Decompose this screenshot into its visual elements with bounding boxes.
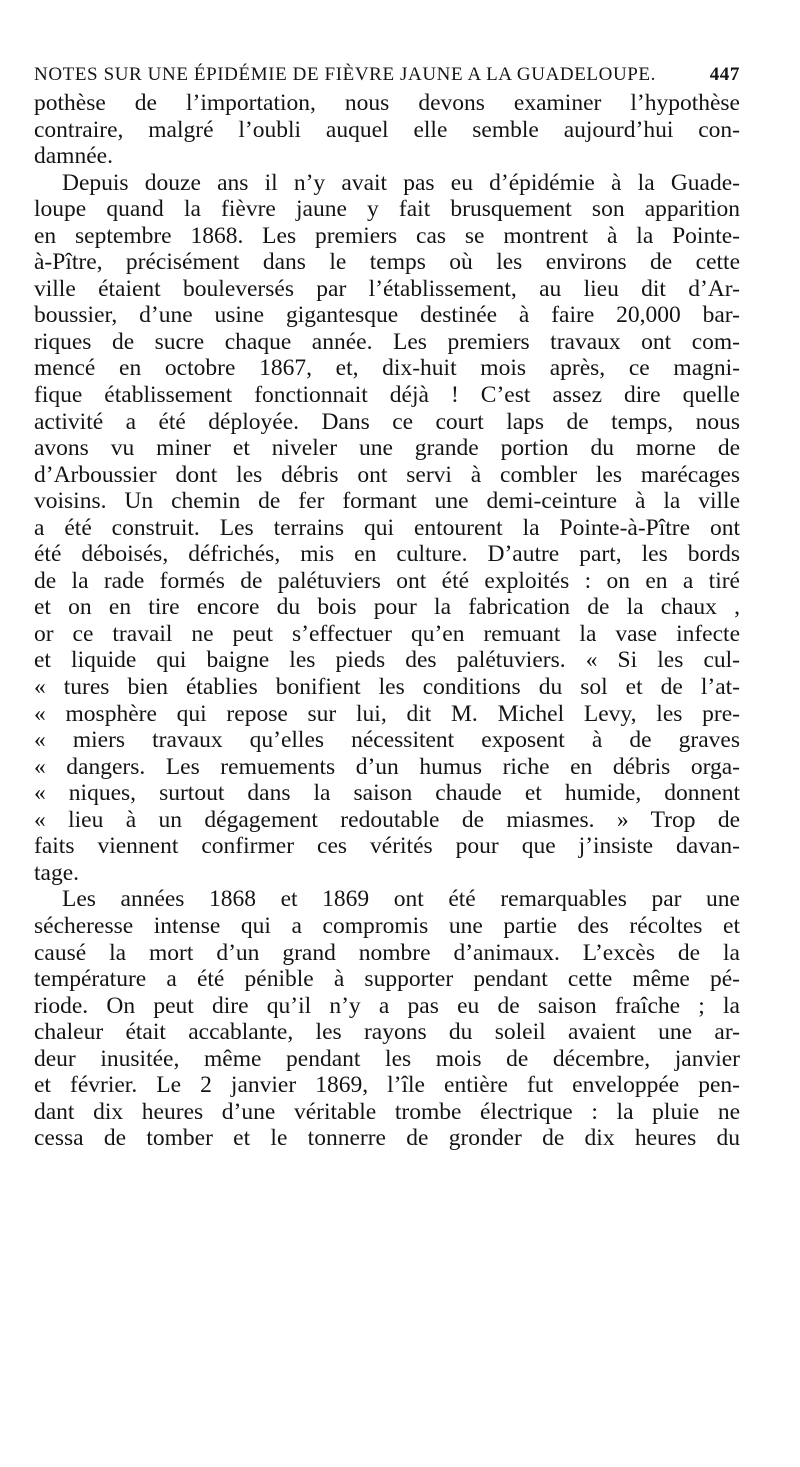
text-line: « niques, surtout dans la saison chaude et humide, donnent	[34, 780, 740, 807]
text-line: pothèse de l’importation, nous devons examiner l’hypothèse	[34, 90, 740, 116]
text-line: riques de sucre chaque année. Les premiers travaux ont com-	[34, 328, 740, 355]
text-line: cessa de tomber et le tonnerre de gronder de dix heures du	[34, 1125, 740, 1152]
text-line: or ce travail ne peut s’effectuer qu’en remuant la vase infecte	[34, 620, 740, 647]
text-line: a été construit. Les terrains qui entourent la Pointe-à-Pître ont	[34, 514, 740, 541]
text-line: « miers travaux qu’elles nécessitent exposent à de graves	[34, 727, 740, 754]
text-line: mencé en octobre 1867, et, dix-huit mois après, ce magni-	[34, 355, 740, 382]
text-line: dant dix heures d’une véritable trombe électrique : la pluie ne	[34, 1098, 740, 1125]
text-line: loupe quand la fièvre jaune y fait brusquement son apparition	[34, 196, 740, 223]
text-line: « lieu à un dégagement redoutable de miasmes. » Trop de	[34, 806, 740, 833]
text-line: contraire, malgré l’oubli auquel elle semble aujourd’hui con-	[34, 116, 740, 143]
text-line: Les années 1868 et 1869 ont été remarquables par une	[62, 886, 740, 913]
text-line: avons vu miner et niveler une grande portion du morne de	[34, 435, 740, 462]
text-line: causé la mort d’un grand nombre d’animaux. L’excès de la	[34, 939, 740, 966]
text-line: riode. On peut dire qu’il n’y a pas eu de saison fraîche ; la	[34, 992, 740, 1019]
text-line: activité a été déployée. Dans ce court laps de temps, nous	[34, 408, 740, 435]
text-line: et on en tire encore du bois pour la fabrication de la chaux ,	[34, 594, 740, 621]
text-line: et liquide qui baigne les pieds des palétuviers. « Si les cul-	[34, 647, 740, 674]
text-line: en septembre 1868. Les premiers cas se montrent à la Pointe-	[34, 222, 740, 249]
running-head	[34, 60, 740, 90]
running-head-title: NOTES SUR UNE ÉPIDÉMIE DE FIÈVRE JAUNE A LA GUADELOUPE.	[34, 64, 656, 85]
page-number: 447	[709, 64, 740, 85]
text-line: chaleur était accablante, les rayons du soleil avaient une ar-	[34, 1019, 740, 1046]
text-line: « tures bien établies bonifient les conditions du sol et de l’at-	[34, 674, 740, 701]
text-line: à-Pître, précisément dans le temps où les environs de cette	[34, 249, 740, 276]
text-line: sécheresse intense qui a compromis une partie des récoltes et	[34, 912, 740, 939]
text-line: température a été pénible à supporter pendant cette même pé-	[34, 966, 740, 993]
text-line: « mosphère qui repose sur lui, dit M. Michel Levy, les pre-	[34, 700, 740, 727]
text-line: faits viennent confirmer ces vérités pour que j’insiste davan-	[34, 833, 740, 860]
text-line: deur inusitée, même pendant les mois de décembre, janvier	[34, 1045, 740, 1072]
text-line: d’Arboussier dont les débris ont servi à combler les marécages	[34, 461, 740, 488]
text-line: tage.	[34, 859, 80, 886]
text-line: ville étaient bouleversés par l’établissement, au lieu dit d’Ar-	[34, 275, 740, 302]
page	[34, 60, 740, 1152]
text-line: de la rade formés de palétuviers ont été exploités : on en a tiré	[34, 567, 740, 594]
text-line: damnée.	[34, 143, 113, 170]
text-line: voisins. Un chemin de fer formant une demi-ceinture à la ville	[34, 488, 740, 515]
text-line: et février. Le 2 janvier 1869, l’île entière fut enveloppée pen-	[34, 1072, 740, 1099]
text-line: « dangers. Les remuements d’un humus riche en débris orga-	[34, 753, 740, 780]
text-line: fique établissement fonctionnait déjà ! C’est assez dire quelle	[34, 382, 740, 409]
text-line: Depuis douze ans il n’y avait pas eu d’épidémie à la Guade-	[62, 169, 740, 196]
text-line: été déboisés, défrichés, mis en culture. D’autre part, les bords	[34, 541, 740, 568]
text-line: boussier, d’une usine gigantesque destinée à faire 20,000 bar-	[34, 302, 740, 329]
body-text	[34, 90, 740, 1152]
